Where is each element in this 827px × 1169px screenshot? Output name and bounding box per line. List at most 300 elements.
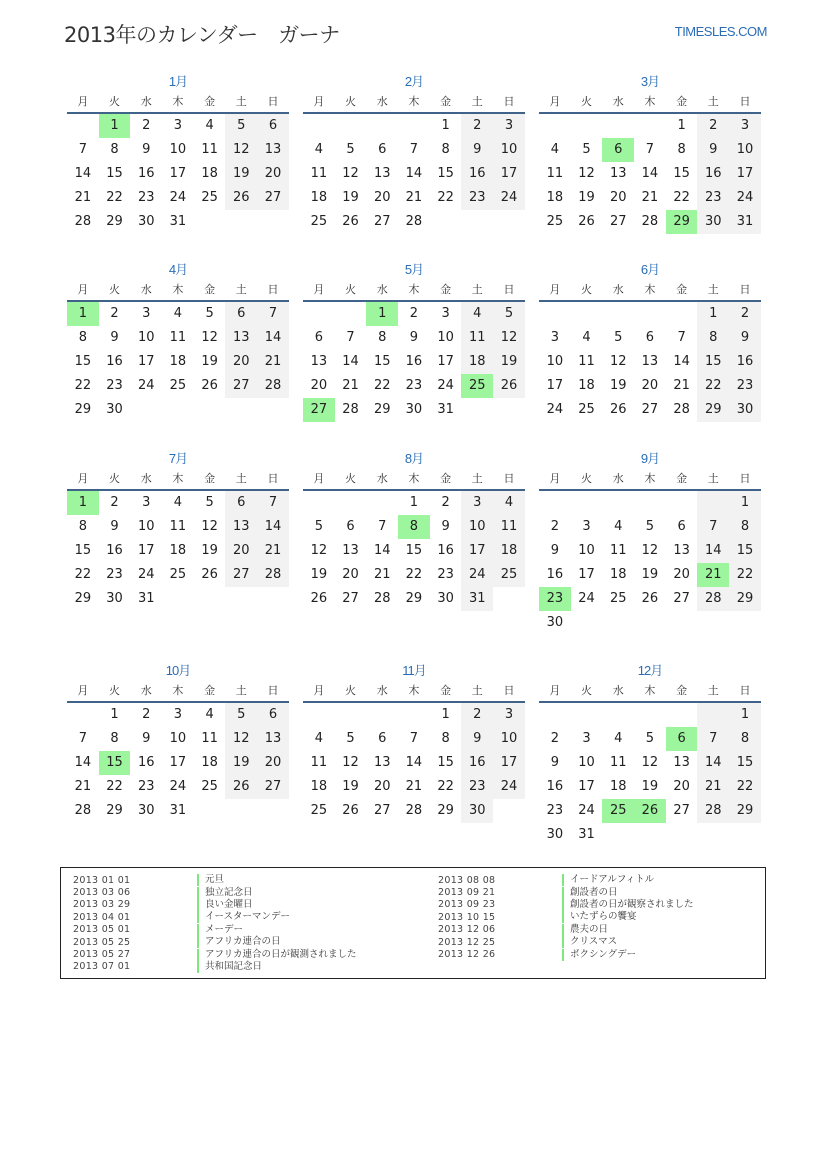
weekday-label: 金 — [440, 95, 452, 108]
holiday-name: 良い金曜日 — [197, 899, 253, 911]
day-cell: 10 — [729, 138, 761, 162]
week-row — [539, 515, 761, 539]
day-cell: 21 — [641, 190, 659, 205]
day-cell: 25 — [310, 803, 328, 818]
empty-day-cell — [602, 703, 634, 727]
day-cell: 4 — [314, 142, 323, 157]
month-9 — [539, 449, 761, 635]
month-10 — [67, 661, 289, 823]
week-row — [67, 539, 289, 563]
day-cell: 14 — [641, 166, 659, 181]
holiday-entry — [438, 899, 694, 911]
day-cell: 8 — [729, 515, 761, 539]
day-cell: 1 — [110, 707, 119, 722]
day-cell: 1 — [729, 491, 761, 515]
weekday-label: 木 — [172, 283, 184, 296]
day-cell: 20 — [373, 190, 391, 205]
week-row — [303, 727, 525, 751]
day-cell: 2 — [110, 495, 119, 510]
day-cell: 6 — [378, 142, 387, 157]
day-cell: 11 — [609, 755, 627, 770]
day-cell: 23 — [106, 567, 123, 582]
month-6 — [539, 260, 761, 422]
week-row — [303, 398, 525, 422]
day-cell: 9 — [697, 138, 729, 162]
day-cell: 8 — [110, 142, 119, 157]
day-cell: 6 — [225, 491, 257, 515]
day-cell: 21 — [257, 350, 289, 374]
day-cell: 14 — [405, 166, 423, 181]
day-cell: 9 — [461, 727, 493, 751]
day-cell: 5 — [582, 142, 591, 157]
day-cell: 27 — [225, 563, 257, 587]
day-cell: 19 — [641, 567, 659, 582]
day-cell: 11 — [578, 354, 595, 369]
day-cell: 23 — [729, 374, 761, 398]
day-cell: 28 — [74, 214, 92, 229]
weekday-label: 土 — [707, 472, 719, 485]
day-cell: 30 — [546, 615, 564, 630]
day-cell: 18 — [201, 166, 218, 181]
month-name: 9月 — [640, 451, 660, 466]
empty-day-cell — [602, 491, 634, 515]
day-cell: 4 — [614, 731, 623, 746]
day-cell: 18 — [578, 378, 595, 393]
week-row — [303, 515, 525, 539]
day-cell: 1 — [441, 707, 450, 722]
day-cell: 11 — [201, 142, 218, 157]
day-cell: 17 — [729, 162, 761, 186]
empty-day-cell — [335, 491, 367, 515]
weekday-label: 月 — [77, 283, 89, 296]
day-cell: 8 — [729, 727, 761, 751]
weekday-label: 日 — [739, 283, 751, 296]
day-cell: 4 — [550, 142, 559, 157]
holiday-date: 2013 12 26 — [438, 949, 496, 961]
day-cell: 11 — [546, 166, 564, 181]
day-cell: 30 — [405, 402, 423, 417]
holiday-name: 創設者の日が観察されました — [562, 899, 694, 911]
day-cell: 21 — [697, 775, 729, 799]
day-cell: 2 — [142, 707, 151, 722]
day-cell: 27 — [225, 374, 257, 398]
day-cell: 18 — [310, 779, 328, 794]
weekday-label: 日 — [267, 472, 279, 485]
day-cell: 29 — [405, 591, 423, 606]
holiday-date: 2013 08 08 — [438, 874, 496, 886]
day-cell: 10 — [493, 138, 525, 162]
day-cell: 5 — [645, 731, 655, 746]
weekday-label: 月 — [77, 684, 89, 697]
weekday-label: 水 — [140, 95, 152, 108]
day-cell: 28 — [257, 374, 289, 398]
weekday-header — [67, 280, 289, 302]
day-cell: 25 — [546, 214, 564, 229]
day-cell: 9 — [110, 330, 119, 345]
week-row — [539, 398, 761, 422]
day-cell: 29 — [373, 402, 391, 417]
day-cell: 3 — [173, 707, 183, 722]
day-cell: 13 — [673, 755, 690, 770]
day-cell: 21 — [342, 378, 359, 393]
day-cell: 15 — [74, 543, 92, 558]
week-row — [67, 210, 289, 234]
day-cell: 16 — [546, 567, 564, 582]
day-cell: 12 — [225, 727, 257, 751]
empty-day-cell — [366, 114, 398, 138]
weekday-header — [303, 681, 525, 703]
month-2 — [303, 72, 525, 234]
day-cell: 22 — [74, 378, 92, 393]
holiday-name: 共和国記念日 — [197, 961, 262, 973]
day-cell: 5 — [225, 114, 257, 138]
weekday-label: 月 — [313, 95, 325, 108]
week-row — [539, 162, 761, 186]
day-cell: 2 — [461, 114, 493, 138]
month-3 — [539, 72, 761, 234]
empty-day-cell — [130, 398, 162, 422]
day-cell: 10 — [169, 142, 187, 157]
day-cell: 5 — [614, 330, 623, 345]
month-name: 4月 — [168, 262, 188, 277]
empty-day-cell — [697, 823, 729, 847]
weekday-label: 火 — [109, 95, 121, 108]
day-cell: 10 — [169, 731, 187, 746]
day-cell: 1 — [697, 302, 729, 326]
week-row — [67, 302, 289, 326]
holiday-day-cell: 25 — [461, 374, 493, 398]
day-cell: 11 — [461, 326, 493, 350]
day-cell: 13 — [225, 326, 257, 350]
weekday-label: 金 — [204, 95, 216, 108]
weekday-label: 水 — [612, 472, 624, 485]
holiday-date: 2013 01 01 — [73, 874, 131, 886]
day-cell: 18 — [169, 354, 187, 369]
weekday-label: 金 — [440, 283, 452, 296]
week-row — [67, 775, 289, 799]
day-cell: 18 — [609, 567, 627, 582]
weekday-label: 金 — [204, 684, 216, 697]
month-name: 2月 — [404, 74, 424, 89]
day-cell: 11 — [201, 731, 218, 746]
empty-day-cell — [257, 587, 289, 611]
week-row — [539, 563, 761, 587]
day-cell: 20 — [673, 779, 690, 794]
empty-day-cell — [225, 398, 257, 422]
week-row — [539, 727, 761, 751]
day-cell: 26 — [201, 378, 218, 393]
day-cell: 23 — [546, 803, 564, 818]
day-cell: 3 — [729, 114, 761, 138]
holiday-list-right-column — [438, 874, 694, 961]
empty-day-cell — [493, 210, 525, 234]
day-cell: 15 — [405, 543, 423, 558]
week-row — [303, 799, 525, 823]
day-cell: 7 — [346, 330, 355, 345]
weekday-label: 金 — [676, 472, 688, 485]
weekday-header — [539, 92, 761, 114]
day-cell: 22 — [373, 378, 391, 393]
day-cell: 23 — [405, 378, 423, 393]
week-row — [539, 587, 761, 611]
weekday-label: 金 — [676, 283, 688, 296]
day-cell: 3 — [550, 330, 559, 345]
day-cell: 24 — [169, 779, 187, 794]
day-cell: 30 — [137, 214, 155, 229]
weekday-label: 水 — [376, 472, 388, 485]
day-cell: 16 — [437, 543, 454, 558]
weekday-header — [303, 92, 525, 114]
week-row — [67, 587, 289, 611]
day-cell: 2 — [729, 302, 761, 326]
day-cell: 24 — [546, 402, 564, 417]
day-cell: 15 — [106, 166, 123, 181]
holiday-day-cell: 6 — [602, 138, 634, 162]
holiday-day-cell: 1 — [99, 114, 131, 138]
day-cell: 2 — [110, 306, 119, 321]
empty-day-cell — [194, 587, 226, 611]
weekday-label: 金 — [204, 283, 216, 296]
empty-day-cell — [194, 398, 226, 422]
empty-day-cell — [430, 210, 462, 234]
day-cell: 7 — [378, 519, 387, 534]
weekday-label: 日 — [739, 95, 751, 108]
weekday-label: 金 — [676, 684, 688, 697]
holiday-day-cell: 6 — [666, 727, 698, 751]
day-cell: 31 — [437, 402, 454, 417]
day-cell: 14 — [405, 755, 423, 770]
day-cell: 14 — [257, 515, 289, 539]
day-cell: 17 — [493, 162, 525, 186]
day-cell: 9 — [729, 326, 761, 350]
weekday-label: 日 — [267, 95, 279, 108]
day-cell: 31 — [169, 803, 187, 818]
day-cell: 26 — [225, 186, 257, 210]
empty-day-cell — [335, 302, 367, 326]
day-cell: 20 — [342, 567, 359, 582]
empty-day-cell — [67, 114, 99, 138]
day-cell: 14 — [342, 354, 359, 369]
day-cell: 16 — [461, 162, 493, 186]
week-row — [67, 162, 289, 186]
week-row — [303, 186, 525, 210]
empty-day-cell — [366, 491, 398, 515]
day-cell: 9 — [110, 519, 119, 534]
empty-day-cell — [571, 611, 603, 635]
holiday-list — [60, 867, 766, 979]
day-cell: 7 — [677, 330, 686, 345]
holiday-date: 2013 09 21 — [438, 887, 496, 899]
day-cell: 6 — [257, 703, 289, 727]
day-cell: 30 — [137, 803, 155, 818]
weekday-label: 月 — [549, 472, 561, 485]
day-cell: 7 — [257, 491, 289, 515]
day-cell: 7 — [697, 727, 729, 751]
empty-day-cell — [666, 823, 698, 847]
day-cell: 18 — [310, 190, 328, 205]
week-row — [67, 186, 289, 210]
day-cell: 8 — [110, 731, 119, 746]
weekday-label: 木 — [644, 283, 656, 296]
month-1 — [67, 72, 289, 234]
empty-day-cell — [634, 823, 666, 847]
day-cell: 16 — [729, 350, 761, 374]
week-row — [539, 210, 761, 234]
day-cell: 8 — [441, 142, 450, 157]
day-cell: 14 — [257, 326, 289, 350]
weekday-label: 火 — [345, 684, 357, 697]
day-cell: 9 — [142, 731, 151, 746]
empty-day-cell — [493, 799, 525, 823]
empty-day-cell — [571, 703, 603, 727]
empty-day-cell — [162, 398, 194, 422]
weekday-label: 木 — [172, 684, 184, 697]
weekday-label: 日 — [503, 95, 515, 108]
day-cell: 24 — [578, 803, 595, 818]
empty-day-cell — [257, 398, 289, 422]
day-cell: 19 — [493, 350, 525, 374]
day-cell: 12 — [641, 543, 659, 558]
day-cell: 4 — [173, 495, 183, 510]
weekday-label: 水 — [376, 95, 388, 108]
holiday-name: メーデー — [197, 924, 243, 936]
week-row — [539, 374, 761, 398]
day-cell: 14 — [673, 354, 690, 369]
day-cell: 27 — [673, 591, 690, 606]
weekday-header — [539, 681, 761, 703]
holiday-date: 2013 03 06 — [73, 887, 131, 899]
month-name: 11月 — [402, 663, 426, 678]
empty-day-cell — [602, 302, 634, 326]
holiday-day-cell: 1 — [67, 491, 99, 515]
day-cell: 1 — [441, 118, 450, 133]
month-7 — [67, 449, 289, 611]
day-cell: 30 — [697, 210, 729, 234]
week-row — [303, 491, 525, 515]
weekday-label: 日 — [503, 684, 515, 697]
holiday-day-cell: 21 — [697, 563, 729, 587]
day-cell: 12 — [578, 166, 595, 181]
weekday-header — [303, 469, 525, 491]
day-cell: 4 — [314, 731, 323, 746]
weekday-label: 月 — [313, 283, 325, 296]
weekday-label: 金 — [204, 472, 216, 485]
holiday-date: 2013 09 23 — [438, 899, 496, 911]
empty-day-cell — [571, 491, 603, 515]
weekday-label: 月 — [313, 684, 325, 697]
day-cell: 23 — [137, 779, 155, 794]
empty-day-cell — [303, 302, 335, 326]
day-cell: 21 — [257, 539, 289, 563]
weekday-label: 火 — [109, 283, 121, 296]
day-cell: 6 — [314, 330, 323, 345]
day-cell: 13 — [373, 166, 391, 181]
weekday-label: 土 — [471, 684, 483, 697]
holiday-name: 元旦 — [197, 874, 224, 886]
day-cell: 11 — [169, 330, 187, 345]
empty-day-cell — [539, 302, 571, 326]
day-cell: 9 — [461, 138, 493, 162]
day-cell: 8 — [441, 731, 450, 746]
day-cell: 1 — [677, 118, 686, 133]
holiday-entry — [73, 948, 357, 960]
empty-day-cell — [634, 703, 666, 727]
day-cell: 26 — [225, 775, 257, 799]
weekday-label: 日 — [267, 684, 279, 697]
day-cell: 25 — [201, 779, 218, 794]
day-cell: 13 — [609, 166, 627, 181]
weekday-label: 火 — [109, 472, 121, 485]
empty-day-cell — [461, 210, 493, 234]
day-cell: 21 — [74, 779, 92, 794]
day-cell: 30 — [437, 591, 454, 606]
day-cell: 3 — [441, 306, 450, 321]
month-name: 6月 — [640, 262, 660, 277]
day-cell: 29 — [697, 398, 729, 422]
week-row — [303, 587, 525, 611]
day-cell: 19 — [342, 190, 359, 205]
day-cell: 7 — [409, 142, 419, 157]
weekday-label: 日 — [739, 472, 751, 485]
weekday-label: 月 — [313, 472, 325, 485]
day-cell: 14 — [373, 543, 391, 558]
day-cell: 12 — [342, 166, 359, 181]
empty-day-cell — [571, 302, 603, 326]
day-cell: 22 — [106, 779, 123, 794]
day-cell: 16 — [106, 543, 123, 558]
day-cell: 7 — [697, 515, 729, 539]
day-cell: 20 — [673, 567, 690, 582]
week-row — [303, 374, 525, 398]
week-row — [303, 114, 525, 138]
site-logo[interactable]: TIMESLES.COM — [674, 24, 767, 39]
day-cell: 22 — [437, 779, 454, 794]
week-row — [67, 350, 289, 374]
weekday-label: 火 — [581, 684, 593, 697]
holiday-entry — [438, 886, 694, 898]
day-cell: 27 — [609, 214, 627, 229]
empty-day-cell — [602, 823, 634, 847]
day-cell: 18 — [546, 190, 564, 205]
holiday-entry — [73, 924, 357, 936]
weekday-label: 土 — [235, 684, 247, 697]
day-cell: 16 — [137, 166, 155, 181]
holiday-date: 2013 04 01 — [73, 911, 131, 923]
day-cell: 5 — [225, 703, 257, 727]
day-cell: 24 — [137, 567, 155, 582]
day-cell: 27 — [373, 214, 391, 229]
day-cell: 24 — [437, 378, 454, 393]
day-cell: 17 — [578, 567, 595, 582]
holiday-name: イースターマンデー — [197, 911, 290, 923]
day-cell: 15 — [697, 350, 729, 374]
day-cell: 19 — [609, 378, 627, 393]
day-cell: 31 — [729, 210, 761, 234]
day-cell: 2 — [461, 703, 493, 727]
day-cell: 18 — [461, 350, 493, 374]
weekday-label: 木 — [408, 472, 420, 485]
weekday-label: 月 — [549, 684, 561, 697]
month-name: 3月 — [640, 74, 660, 89]
day-cell: 28 — [342, 402, 359, 417]
day-cell: 5 — [346, 731, 355, 746]
day-cell: 18 — [493, 539, 525, 563]
holiday-name: 創設者の日 — [562, 887, 618, 899]
month-11 — [303, 661, 525, 823]
empty-day-cell — [571, 114, 603, 138]
empty-day-cell — [666, 491, 698, 515]
day-cell: 28 — [373, 591, 391, 606]
